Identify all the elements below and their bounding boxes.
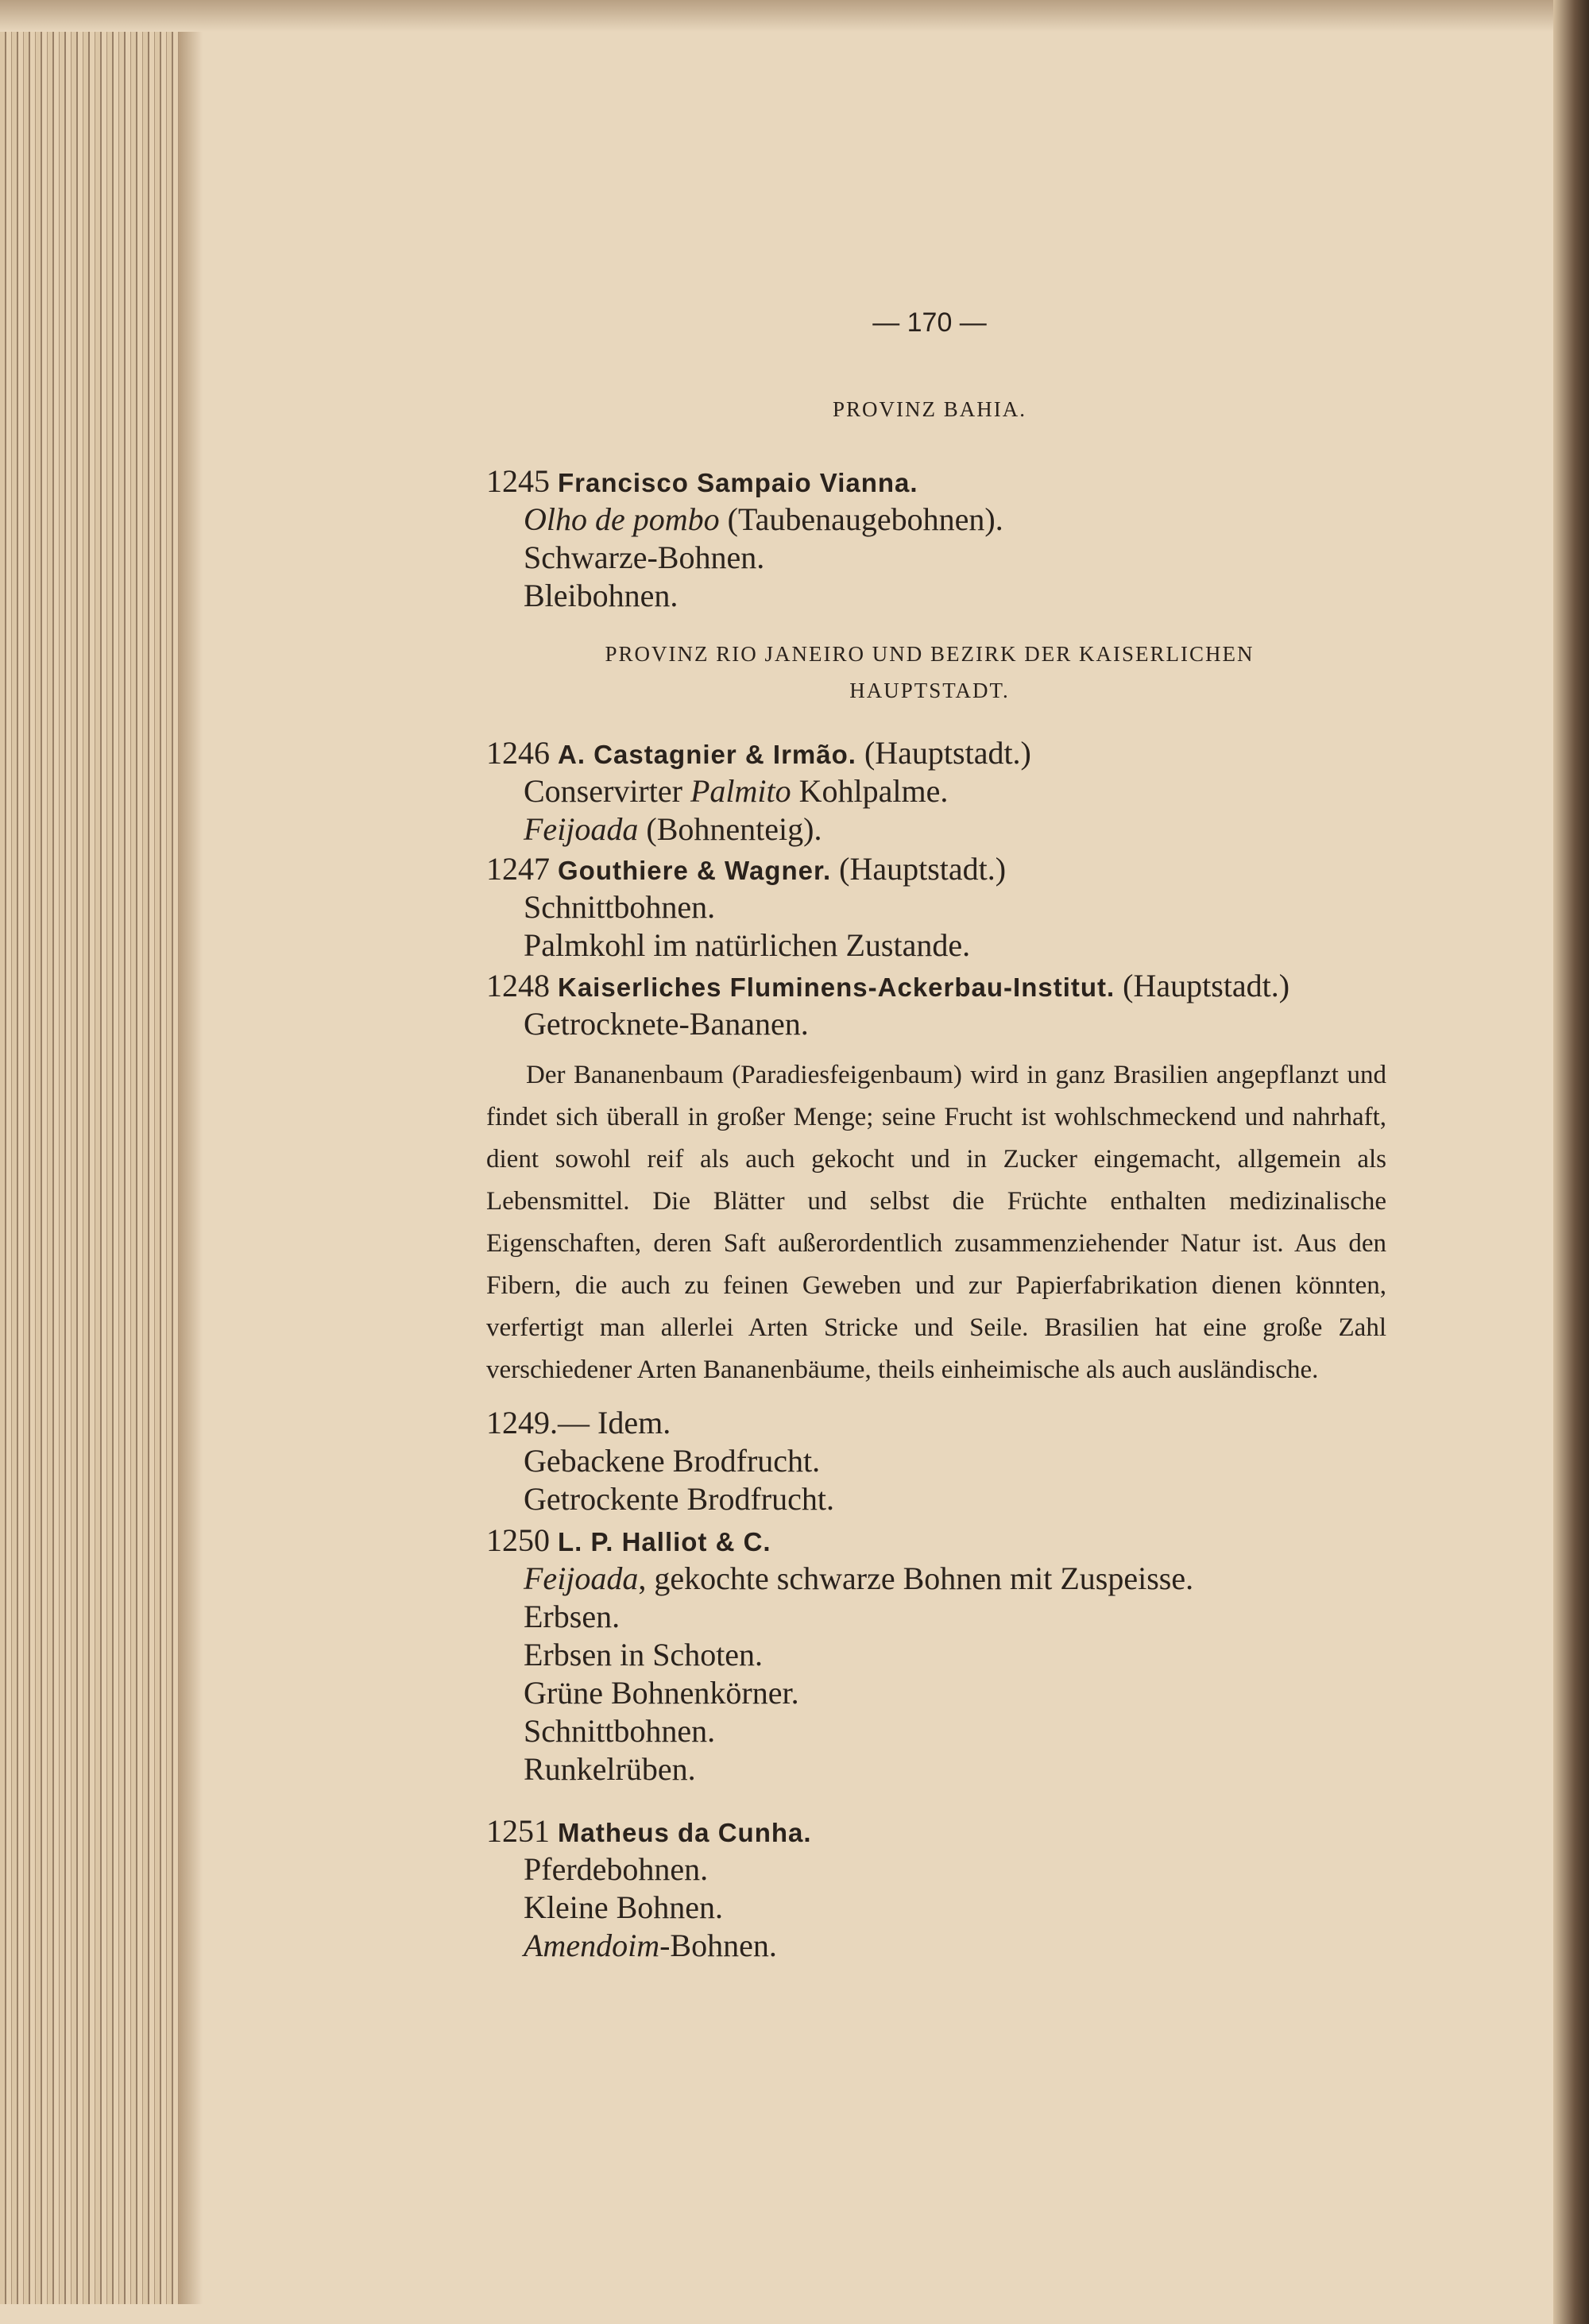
gutter-shadow — [179, 32, 203, 2304]
entry-number: 1250 — [486, 1522, 550, 1558]
entry-line: Erbsen in Schoten. — [524, 1637, 764, 1672]
entry-line — [486, 1927, 1392, 1965]
location: (Hauptstadt.) — [831, 851, 1007, 887]
entry-1245 — [486, 462, 1392, 501]
entry-number: 1245 — [486, 463, 550, 499]
entry-number: 1251 — [486, 1813, 550, 1849]
text: (Taubenaugebohnen). — [719, 501, 1003, 537]
description-paragraph: Der Bananenbaum (Paradiesfeigenbaum) wird in ganz Brasilien angepflanzt und findet sich überall in großer Menge; seine Frucht ist wohlschmeckend und nahrhaft, dient sowohl reif als auch gekocht und in Zucker eingemacht, allgemein als Lebensmittel. Die Blätter und selbst die Früchte enthalten medizinalische Eigenschaften, deren Saft außerordentlich zusammenziehender Natur ist. Aus den Fibern, die auch zu feinen Geweben und zur Papierfabrikation dienen könnten, verfertigt man allerlei Arten Stricke und Seile. Brasilien hat eine große Zahl verschiedener Arten Bananenbäume, theils einheimische als auch ausländische. — [486, 1061, 1386, 1384]
entry-line — [486, 1560, 1392, 1598]
italic-term: Olho de pombo — [524, 501, 720, 537]
text: (Bohnenteig). — [638, 811, 822, 847]
italic-term: Amendoim — [524, 1928, 660, 1963]
exhibitor-name: Francisco Sampaio Vianna. — [558, 468, 918, 497]
section-header-bahia: PROVINZ BAHIA. — [833, 397, 1026, 421]
entry-line: Erbsen. — [524, 1599, 621, 1634]
entry-1249: 1249.— Idem. — [486, 1405, 671, 1440]
entry-line: Getrocknete-Bananen. — [524, 1006, 809, 1042]
text-column — [486, 304, 1392, 1965]
exhibitor-name: L. P. Halliot & C. — [558, 1527, 771, 1556]
entry-1250 — [486, 1522, 1392, 1560]
entry-line: Schnittbohnen. — [524, 889, 716, 925]
entry-number: 1248 — [486, 968, 550, 1003]
italic-term: Palmito — [690, 773, 791, 809]
book-page-edges — [0, 32, 179, 2304]
exhibitor-name: A. Castagnier & Irmão. — [558, 740, 856, 769]
entry-number: 1246 — [486, 735, 550, 771]
entry-1247 — [486, 850, 1392, 888]
text: -Bohnen. — [659, 1928, 777, 1963]
section-header-rio: PROVINZ RIO JANEIRO UND BEZIRK DER KAISERLICHEN — [605, 642, 1255, 666]
location: (Hauptstadt.) — [856, 735, 1031, 771]
text: Conservirter — [524, 773, 690, 809]
entry-1248 — [486, 967, 1392, 1005]
entry-line: Kleine Bohnen. — [524, 1889, 724, 1925]
italic-term: Feijoada — [524, 1560, 639, 1596]
entry-1251 — [486, 1812, 1392, 1850]
exhibitor-name: Matheus da Cunha. — [558, 1818, 812, 1847]
page-top-edge — [0, 0, 1589, 32]
exhibitor-name: Kaiserliches Fluminens-Ackerbau-Institut. — [558, 973, 1115, 1002]
text: Kohlpalme. — [791, 773, 949, 809]
location: (Hauptstadt.) — [1115, 968, 1290, 1003]
entry-line: Schnittbohnen. — [524, 1713, 716, 1749]
italic-term: Feijoada — [524, 811, 639, 847]
entry-line: Runkelrüben. — [524, 1751, 696, 1787]
section-header-rio-cont: HAUPTSTADT. — [849, 679, 1010, 702]
entry-line — [486, 772, 1392, 810]
exhibitor-name: Gouthiere & Wagner. — [558, 856, 832, 885]
entry-line — [486, 501, 1392, 539]
entry-line: Schwarze-Bohnen. — [524, 539, 765, 575]
entry-line: Getrockente Brodfrucht. — [524, 1481, 834, 1517]
entry-line: Bleibohnen. — [524, 578, 679, 613]
entry-line: Gebackene Brodfrucht. — [524, 1443, 821, 1479]
entry-line: Grüne Bohnenkörner. — [524, 1675, 799, 1711]
text: , gekochte schwarze Bohnen mit Zuspeisse. — [638, 1560, 1194, 1596]
entry-line — [486, 810, 1392, 849]
entry-line: Pferdebohnen. — [524, 1851, 709, 1887]
entry-number: 1247 — [486, 851, 550, 887]
right-page-edge — [1553, 0, 1589, 2324]
entry-1246 — [486, 734, 1392, 772]
page-number: — 170 — — [872, 307, 987, 338]
entry-line: Palmkohl im natürlichen Zustande. — [524, 927, 971, 963]
